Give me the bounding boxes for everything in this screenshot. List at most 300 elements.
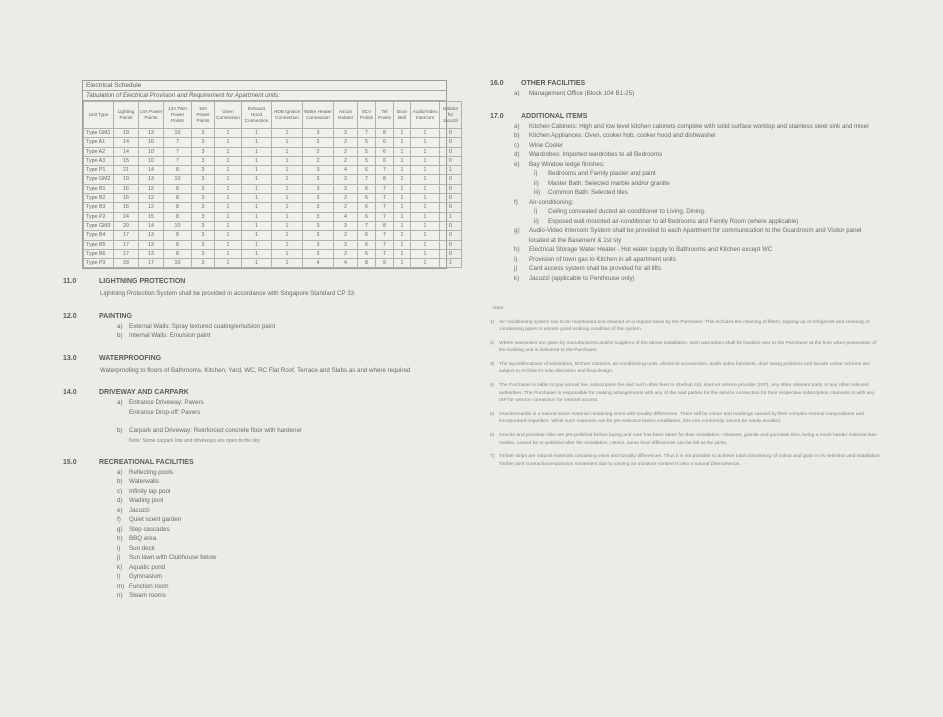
value-cell: 1 (411, 240, 440, 249)
value-cell: 3 (192, 194, 215, 203)
list-item (490, 141, 882, 151)
table-row (84, 194, 462, 203)
note-item (490, 453, 882, 468)
value-cell: 1 (411, 203, 440, 212)
value-cell: 1 (394, 166, 411, 175)
value-cell: 6 (358, 194, 376, 203)
list-item (63, 544, 455, 554)
value-cell: 1 (411, 259, 440, 268)
value-cell: 6 (376, 138, 394, 147)
value-cell: 6 (358, 184, 376, 193)
value-cell: 2 (334, 138, 358, 147)
value-cell: 5 (358, 147, 376, 156)
table-row (84, 129, 462, 138)
item-label: g) (117, 525, 123, 533)
value-cell: 0 (440, 147, 462, 156)
value-cell: 3 (303, 240, 334, 249)
value-cell: 3 (192, 166, 215, 175)
list-item (63, 496, 455, 506)
item-text: Carpark and Driveway: Reinforced concrete floor with hardener (129, 427, 302, 434)
value-cell: 1 (215, 212, 242, 221)
value-cell: 1 (440, 166, 462, 175)
value-cell: 3 (192, 212, 215, 221)
column-header: Isolator for Jacuzzi (440, 102, 462, 129)
value-cell: 1 (411, 175, 440, 184)
value-cell: 1 (215, 147, 242, 156)
item-label: d) (117, 497, 123, 504)
item-text: Steam rooms (129, 592, 166, 599)
item-label: b) (117, 427, 123, 434)
value-cell: 8 (164, 212, 192, 221)
electrical-schedule-table (82, 80, 459, 269)
value-cell: 0 (440, 194, 462, 203)
section-heading (490, 79, 882, 89)
list-item (63, 515, 455, 525)
value-cell: 13 (139, 249, 164, 258)
item-text: Infinity lap pool (129, 487, 171, 495)
note-text: Granite/marble is a natural stone material containing veins with tonality differences. There will be colour and markings caused by their complex mineral compositions and incorporated impurities. While such materials can be pre-selected before installation, this non-conformity cannot be totally avoided. (499, 411, 864, 425)
note-item (490, 319, 882, 334)
value-cell: 13 (139, 240, 164, 249)
value-cell: 2 (334, 240, 358, 249)
value-cell: 3 (192, 240, 215, 249)
section-title: DRIVEWAY AND CARPARK (99, 389, 189, 396)
item-label: b) (117, 478, 123, 485)
value-cell: 6 (358, 249, 376, 258)
note-number: 4) (490, 383, 495, 389)
value-cell: 19 (114, 129, 139, 138)
value-cell: 3 (192, 221, 215, 230)
column-header: 13A Power Points (139, 102, 164, 129)
section-heading (63, 388, 455, 398)
item-label: k) (514, 274, 520, 282)
unit-type-cell: Type B1 (84, 184, 114, 193)
value-cell: 7 (358, 175, 376, 184)
value-cell: 3 (303, 194, 334, 203)
value-cell: 8 (164, 240, 192, 249)
value-cell: 1 (272, 221, 303, 230)
value-cell: 3 (303, 249, 334, 258)
item-label: b) (117, 332, 123, 339)
note-text: The layout/locations of wardrobes, kitchen cabinets, air-conditioning units, electrical accessories, audio video handsets, door swing positions and facade colour scheme are subject to Architect's sole discretion and final design. (499, 361, 870, 375)
value-cell: 1 (272, 194, 303, 203)
note-text: Timber strips are natural materials containing veins and tonality differences. Thus it is not possible to achieve total consistency of colour and grain in its selection and installation. Timber joint contraction/expansion movement due to varying air moisture content is also a natural phenomenon. (499, 454, 882, 467)
value-cell: 1 (394, 212, 411, 221)
item-label: c) (117, 487, 123, 495)
subitem-label: ii) (534, 217, 539, 225)
unit-type-cell: Type GM2 (84, 175, 114, 184)
value-cell: 4 (334, 259, 358, 268)
column-header: 15A Power Points (192, 102, 215, 129)
value-cell: 8 (164, 194, 192, 203)
unit-type-cell: Type A1 (84, 138, 114, 147)
value-cell: 3 (303, 166, 334, 175)
value-cell: 1 (215, 166, 242, 175)
item-text: Internal Walls: Emulsion paint (129, 332, 211, 339)
list-item (490, 150, 882, 160)
table-row (84, 231, 462, 240)
value-cell: 3 (192, 259, 215, 268)
table-columns-row (84, 102, 462, 129)
subitem-text: Bedrooms and Family plaster and paint (548, 170, 656, 177)
table-row (84, 249, 462, 258)
table-row (84, 184, 462, 193)
value-cell: 1 (394, 194, 411, 203)
item-text: Air-conditioning: (529, 198, 574, 206)
value-cell: 2 (334, 184, 358, 193)
value-cell: 3 (303, 129, 334, 138)
value-cell: 3 (303, 184, 334, 193)
unit-type-cell: Type GM3 (84, 221, 114, 230)
item-label: m) (117, 582, 125, 590)
value-cell: 0 (440, 249, 462, 258)
value-cell: 1 (242, 147, 272, 156)
value-cell: 7 (358, 129, 376, 138)
section-number: 16.0 (490, 80, 504, 87)
item-label: a) (117, 399, 123, 406)
column-header: Tel Points (376, 102, 394, 129)
value-cell: 0 (440, 221, 462, 230)
note-item (490, 432, 882, 447)
value-cell: 7 (376, 212, 394, 221)
value-cell: 6 (358, 231, 376, 240)
item-text: Function room (129, 582, 169, 590)
list-item (63, 582, 455, 592)
value-cell: 1 (411, 138, 440, 147)
value-cell: 4 (334, 212, 358, 221)
value-cell: 3 (334, 221, 358, 230)
list-item (63, 591, 455, 601)
list-item (490, 198, 882, 208)
column-header: Oven Connection (215, 102, 242, 129)
value-cell: 14 (139, 166, 164, 175)
value-cell: 13 (139, 175, 164, 184)
value-cell: 1 (394, 138, 411, 147)
value-cell: 0 (440, 231, 462, 240)
value-cell: 8 (358, 259, 376, 268)
value-cell: 15 (114, 156, 139, 165)
value-cell: 12 (139, 203, 164, 212)
value-cell: 3 (192, 138, 215, 147)
value-cell: 3 (303, 221, 334, 230)
item-text: Reflecting pools (129, 468, 174, 476)
value-cell: 8 (164, 249, 192, 258)
item-label: a) (117, 468, 123, 476)
value-cell: 1 (394, 221, 411, 230)
right-column (490, 79, 882, 468)
value-cell: 5 (358, 138, 376, 147)
table-subtitle: Tabulation of Electrical Provision and Requirement for Apartment units: (83, 91, 446, 101)
value-cell: 7 (376, 166, 394, 175)
value-cell: 8 (376, 175, 394, 184)
value-cell: 2 (334, 147, 358, 156)
note-text: Where warranties are given by manufacturers and/or suppliers of the above installation, such warranties shall be handed over to the Purchaser at the time when possession of the building unit is delivered to the Purchaser. (499, 340, 877, 354)
value-cell: 1 (242, 203, 272, 212)
value-cell: 3 (192, 231, 215, 240)
value-cell: 8 (164, 203, 192, 212)
section-17.0 (490, 112, 882, 284)
value-cell: 1 (215, 249, 242, 258)
note-number: 7) (490, 454, 495, 460)
item-label: c) (514, 141, 520, 149)
list-item (490, 89, 882, 99)
column-header: SCV Points (358, 102, 376, 129)
section-14.0 (63, 388, 455, 445)
item-label: g) (514, 227, 520, 234)
value-cell: 1 (215, 231, 242, 240)
column-header: Lighting Points (114, 102, 139, 129)
list-item (63, 525, 455, 535)
item-text: Wading pool (129, 497, 164, 504)
value-cell: 3 (192, 147, 215, 156)
value-cell: 3 (303, 203, 334, 212)
table-row (84, 240, 462, 249)
list-item (490, 122, 882, 132)
value-cell: 1 (411, 249, 440, 258)
value-cell: 17 (114, 240, 139, 249)
value-cell: 1 (394, 129, 411, 138)
item-label: n) (117, 592, 123, 599)
value-cell: 0 (440, 129, 462, 138)
value-cell: 1 (394, 240, 411, 249)
item-label: f) (117, 516, 121, 523)
value-cell: 1 (272, 203, 303, 212)
column-header: Exhaust Hood Connection (242, 102, 272, 129)
subitem-text: Ceiling concealed ducted air-conditioner to Living, Dining. (548, 208, 706, 215)
unit-type-cell: Type P3 (84, 259, 114, 268)
note-text: Air conditioning system has to be maintained and cleaned on a regular basis by the Purchaser. This includes the cleaning of filters, topping-up of refrigerant and cleaning of condensing pipes to ensure good working condition of the system. (499, 319, 870, 333)
item-note: Note: Some carpark lots and driveways are open to the sky (129, 437, 260, 444)
table-row (84, 221, 462, 230)
item-label: i) (514, 255, 518, 263)
unit-type-cell: Type B5 (84, 240, 114, 249)
note-number: 6) (490, 433, 495, 439)
item-label: j) (514, 265, 518, 272)
item-label: i) (117, 544, 121, 552)
value-cell: 7 (164, 147, 192, 156)
value-cell: 12 (139, 194, 164, 203)
value-cell: 14 (139, 221, 164, 230)
subitem-label: ii) (534, 179, 539, 187)
value-cell: 4 (334, 166, 358, 175)
note-text: Granite and porcelain tiles are pre-polished before laying and care has been taken for their installation. However, granite and porcelain tiles, being a much harder material than marble, cannot be re-polished after the installation. Hence, some level differences can be felt at the joints. (499, 433, 877, 446)
table-row (84, 156, 462, 165)
value-cell: 1 (215, 240, 242, 249)
value-cell: 1 (272, 166, 303, 175)
item-text: Jacuzzi (129, 506, 150, 514)
value-cell: 0 (440, 175, 462, 184)
item-text: Aquatic pond (129, 563, 166, 571)
column-header: Door Bell (394, 102, 411, 129)
value-cell: 14 (114, 138, 139, 147)
value-cell: 7 (376, 240, 394, 249)
section-16.0 (490, 79, 882, 99)
value-cell: 3 (192, 156, 215, 165)
value-cell: 10 (139, 147, 164, 156)
section-title: LIGHTNING PROTECTION (99, 278, 186, 285)
list-item (63, 563, 455, 573)
value-cell: 10 (164, 129, 192, 138)
item-text: Kitchen Cabinets: High and low level kitchen cabinets complete with solid surface worktop and stainless steel sink and mixer (529, 122, 870, 130)
value-cell: 7 (376, 249, 394, 258)
value-cell: 10 (164, 175, 192, 184)
value-cell: 10 (164, 259, 192, 268)
value-cell: 1 (272, 259, 303, 268)
value-cell: 3 (303, 175, 334, 184)
subitem-label: iii) (534, 189, 541, 196)
value-cell: 0 (440, 156, 462, 165)
spacer (63, 417, 455, 426)
value-cell: 2 (334, 203, 358, 212)
value-cell: 1 (411, 184, 440, 193)
subitem-label: i) (534, 208, 538, 215)
column-header: Water Heater Connection (303, 102, 334, 129)
item-text: Wardrobes: Imported wardrobes to all Bedrooms (529, 151, 663, 158)
list-item (63, 468, 455, 478)
value-cell: 6 (358, 240, 376, 249)
section-number: 17.0 (490, 112, 504, 120)
item-label: k) (117, 563, 123, 571)
value-cell: 1 (394, 156, 411, 165)
value-cell: 13 (139, 231, 164, 240)
value-cell: 1 (440, 212, 462, 221)
list-item (490, 131, 882, 141)
value-cell: 1 (242, 138, 272, 147)
section-15.0 (63, 458, 455, 601)
note-item (490, 382, 882, 405)
value-cell: 1 (411, 147, 440, 156)
value-cell: 1 (411, 166, 440, 175)
value-cell: 1 (272, 138, 303, 147)
value-cell: 3 (192, 203, 215, 212)
value-cell: 1 (272, 156, 303, 165)
value-cell: 19 (114, 175, 139, 184)
section-title: ADDITIONAL ITEMS (521, 112, 588, 120)
value-cell: 1 (272, 129, 303, 138)
value-cell: 17 (114, 231, 139, 240)
value-cell: 24 (114, 212, 139, 221)
list-item (490, 245, 882, 255)
unit-type-cell: Type B2 (84, 194, 114, 203)
column-header: HOB Ignition Connection (272, 102, 303, 129)
value-cell: 17 (114, 249, 139, 258)
table-row (84, 166, 462, 175)
note-text: The Purchaser is liable to pay annual fee, subscription fee and such other fees to Starhub Ltd, internet service provider (ISP), any other relevant party or any other relevant authorities. The Purchaser is responsible for making arrangements with any of the said parties for the service connection for their respective subscription channels or with any ISP for service connection for internet access. (499, 383, 875, 404)
unit-type-cell: Type A2 (84, 147, 114, 156)
table-row (84, 259, 462, 268)
value-cell: 1 (215, 221, 242, 230)
value-cell: 1 (215, 184, 242, 193)
column-header: Audio/Video Intercom (411, 102, 440, 129)
item-text: Sun lawn with Clubhouse below (129, 554, 217, 561)
item-label: h) (514, 246, 520, 253)
item-label: e) (117, 506, 123, 514)
unit-type-cell: Type P1 (84, 166, 114, 175)
value-cell: 16 (114, 194, 139, 203)
section-title: OTHER FACILITIES (521, 80, 586, 87)
left-column (63, 277, 455, 614)
notes-heading: Note: (493, 306, 505, 311)
sub-list-item (490, 179, 882, 189)
value-cell: 6 (358, 212, 376, 221)
value-cell: 1 (272, 249, 303, 258)
value-cell: 1 (411, 194, 440, 203)
item-text: Waterwalls (129, 478, 160, 485)
unit-type-cell: Type P2 (84, 212, 114, 221)
value-cell: 1 (440, 259, 462, 268)
note-item (490, 361, 882, 376)
value-cell: 8 (164, 166, 192, 175)
item-text: Kitchen Appliances: Oven, cooker hob, cooker hood and dishwasher (529, 132, 717, 139)
list-item (490, 226, 882, 245)
list-item (63, 487, 455, 497)
section-13.0 (63, 354, 455, 376)
list-item (63, 426, 455, 436)
value-cell: 1 (394, 259, 411, 268)
section-heading (63, 312, 455, 322)
table-row (84, 212, 462, 221)
sub-list-item (490, 169, 882, 179)
value-cell: 10 (139, 156, 164, 165)
item-text: Jacuzzi (applicable to Penthouse only) (529, 274, 635, 282)
value-cell: 8 (376, 221, 394, 230)
item-text: Provision of town gas to Kitchen in all apartment units (529, 255, 676, 263)
value-cell: 6 (376, 156, 394, 165)
value-cell: 1 (215, 156, 242, 165)
value-cell: 12 (139, 184, 164, 193)
note-number: 5) (490, 411, 495, 417)
section-title: RECREATIONAL FACILITIES (99, 458, 194, 466)
section-heading (63, 354, 455, 364)
electrical-provision-grid (83, 101, 462, 268)
section-title: WATERPROOFING (99, 354, 162, 362)
list-item (63, 331, 455, 341)
value-cell: 20 (114, 221, 139, 230)
note-number: 2) (490, 340, 495, 346)
sub-list-item (490, 188, 882, 198)
value-cell: 1 (394, 249, 411, 258)
item-text: Gymnasium (129, 573, 163, 580)
value-cell: 1 (242, 231, 272, 240)
column-header: Aircon Isolator (334, 102, 358, 129)
section-12.0 (63, 312, 455, 341)
list-item (63, 553, 455, 563)
value-cell: 1 (242, 249, 272, 258)
unit-type-cell: Type B4 (84, 231, 114, 240)
value-cell: 15 (139, 212, 164, 221)
value-cell: 1 (394, 231, 411, 240)
list-item (63, 534, 455, 544)
value-cell: 1 (411, 156, 440, 165)
value-cell: 3 (334, 175, 358, 184)
value-cell: 1 (215, 203, 242, 212)
value-cell: 6 (358, 203, 376, 212)
value-cell: 1 (242, 175, 272, 184)
value-cell: 16 (114, 203, 139, 212)
value-cell: 4 (303, 259, 334, 268)
value-cell: 10 (164, 221, 192, 230)
table-row (84, 138, 462, 147)
item-text: Wine Cooler (529, 141, 564, 149)
value-cell: 3 (303, 231, 334, 240)
value-cell: 7 (164, 138, 192, 147)
item-label: a) (514, 122, 520, 130)
section-number: 14.0 (63, 389, 77, 396)
value-cell: 0 (440, 203, 462, 212)
value-cell: 1 (215, 175, 242, 184)
value-cell: 7 (376, 194, 394, 203)
section-paragraph: Waterproofing to floors of Bathrooms, Kitchen, Yard, WC, RC Flat Roof, Terrace and Slabs as and where required (100, 366, 411, 374)
